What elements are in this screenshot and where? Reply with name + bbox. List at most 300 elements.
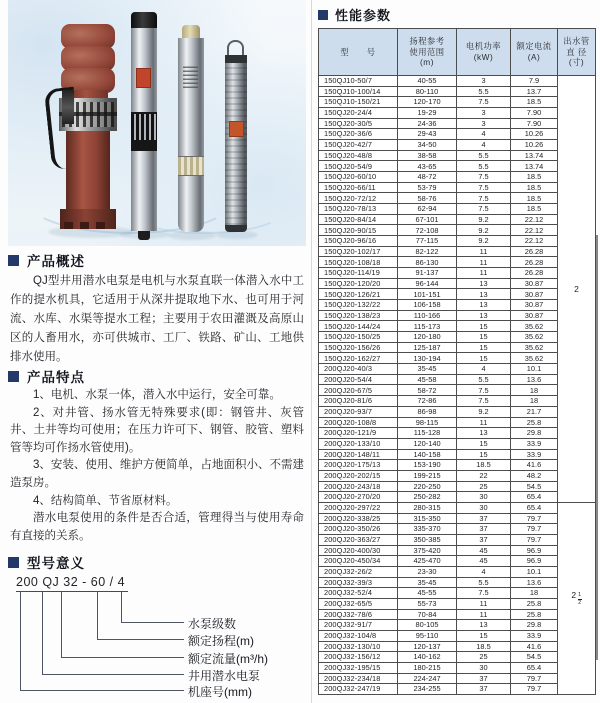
value-cell: 4 xyxy=(457,364,511,375)
value-cell: 7.5 xyxy=(457,588,511,599)
model-cell: 200QJ20-175/13 xyxy=(319,460,398,471)
model-cell: 200QJ32-26/2 xyxy=(319,566,398,577)
table-row xyxy=(319,289,596,300)
model-cell: 150QJ20-90/15 xyxy=(319,225,398,236)
value-cell: 29.8 xyxy=(511,428,558,439)
table-row xyxy=(319,225,596,236)
table-row xyxy=(319,630,596,641)
value-cell: 13.74 xyxy=(511,161,558,172)
value-cell: 7.5 xyxy=(457,204,511,215)
model-cell: 200QJ20-133/10 xyxy=(319,438,398,449)
value-cell: 11 xyxy=(457,246,511,257)
value-cell: 13 xyxy=(457,620,511,631)
pump-hook xyxy=(227,40,244,55)
model-cell: 150QJ20-78/13 xyxy=(319,204,398,215)
value-cell: 15 xyxy=(457,342,511,353)
model-cell: 200QJ32-156/12 xyxy=(319,652,398,663)
value-cell: 11 xyxy=(457,417,511,428)
value-cell: 5.5 xyxy=(457,150,511,161)
table-row xyxy=(319,182,596,193)
section-model-meaning-heading xyxy=(8,552,85,572)
value-cell: 13 xyxy=(457,300,511,311)
cable-clamp xyxy=(62,90,74,124)
table-row xyxy=(319,460,596,471)
model-cell: 150QJ20-36/6 xyxy=(319,129,398,140)
value-cell: 45 xyxy=(457,545,511,556)
value-cell: 11 xyxy=(457,257,511,268)
value-cell: 22.12 xyxy=(511,225,558,236)
model-cell: 200QJ20-350/26 xyxy=(319,524,398,535)
value-cell: 120-170 xyxy=(398,97,457,108)
model-cell: 200QJ20-93/7 xyxy=(319,406,398,417)
model-cell: 150QJ20-156/26 xyxy=(319,342,398,353)
model-cell: 150QJ20-120/20 xyxy=(319,278,398,289)
performance-table xyxy=(318,28,596,695)
value-cell: 30.87 xyxy=(511,300,558,311)
value-cell: 375-420 xyxy=(398,545,457,556)
table-row xyxy=(319,492,596,503)
value-cell: 18.5 xyxy=(511,172,558,183)
value-cell: 22.12 xyxy=(511,214,558,225)
value-cell: 43-65 xyxy=(398,161,457,172)
table-row xyxy=(319,566,596,577)
value-cell: 153-190 xyxy=(398,460,457,471)
value-cell: 62-94 xyxy=(398,204,457,215)
value-cell: 18.5 xyxy=(511,182,558,193)
value-cell: 35-45 xyxy=(398,577,457,588)
model-cell: 200QJ32-247/19 xyxy=(319,684,398,695)
value-cell: 115-128 xyxy=(398,428,457,439)
table-row xyxy=(319,620,596,631)
diameter-cell: 2 $\frac{1}{2}$ xyxy=(558,502,596,694)
value-cell: 37 xyxy=(457,524,511,535)
model-part-label: 机座号(mm) xyxy=(188,685,252,699)
value-cell: 45-58 xyxy=(398,374,457,385)
value-cell: 38-58 xyxy=(398,150,457,161)
value-cell: 13.7 xyxy=(511,86,558,97)
value-cell: 25.8 xyxy=(511,609,558,620)
page-edge-line xyxy=(596,235,598,660)
value-cell: 24-36 xyxy=(398,118,457,129)
value-cell: 4 xyxy=(457,129,511,140)
table-row xyxy=(319,684,596,695)
value-cell: 79.7 xyxy=(511,673,558,684)
table-row xyxy=(319,246,596,257)
section-title: 产品特点 xyxy=(27,370,85,385)
table-header-cell: 扬程参考 使用范围 (m) xyxy=(398,29,457,76)
value-cell: 5.5 xyxy=(457,86,511,97)
table-row xyxy=(319,652,596,663)
table-row xyxy=(319,118,596,129)
value-cell: 335-370 xyxy=(398,524,457,535)
value-cell: 79.7 xyxy=(511,684,558,695)
value-cell: 15 xyxy=(457,630,511,641)
value-cell: 30.87 xyxy=(511,310,558,321)
value-cell: 54.5 xyxy=(511,652,558,663)
table-row xyxy=(319,204,596,215)
table-row xyxy=(319,406,596,417)
value-cell: 9.2 xyxy=(457,236,511,247)
value-cell: 35.62 xyxy=(511,353,558,364)
value-cell: 82-122 xyxy=(398,246,457,257)
model-part-label: 井用潜水电泵 xyxy=(188,669,261,683)
value-cell: 234-255 xyxy=(398,684,457,695)
table-header-cell: 额定电流 (A) xyxy=(511,29,558,76)
pump-label xyxy=(136,68,151,88)
value-cell: 18.5 xyxy=(511,193,558,204)
section-overview-heading xyxy=(8,250,85,270)
model-cell: 200QJ32-234/18 xyxy=(319,673,398,684)
value-cell: 25 xyxy=(457,652,511,663)
value-cell: 18.5 xyxy=(511,97,558,108)
value-cell: 18.5 xyxy=(457,641,511,652)
value-cell: 13 xyxy=(457,289,511,300)
value-cell: 13.74 xyxy=(511,150,558,161)
value-cell: 45-55 xyxy=(398,588,457,599)
table-row xyxy=(319,385,596,396)
value-cell: 106-158 xyxy=(398,300,457,311)
value-cell: 7.5 xyxy=(457,193,511,204)
value-cell: 86-130 xyxy=(398,257,457,268)
table-row xyxy=(319,588,596,599)
table-row xyxy=(319,300,596,311)
value-cell: 10.26 xyxy=(511,129,558,140)
value-cell: 9.2 xyxy=(457,406,511,417)
value-cell: 48.2 xyxy=(511,470,558,481)
diameter-cell: 2 xyxy=(558,76,596,503)
table-row xyxy=(319,545,596,556)
value-cell: 13 xyxy=(457,310,511,321)
pump-label xyxy=(183,66,198,88)
value-cell: 54.5 xyxy=(511,481,558,492)
value-cell: 13 xyxy=(457,428,511,439)
model-cell: 200QJ20-54/4 xyxy=(319,374,398,385)
model-cell: 150QJ20-132/22 xyxy=(319,300,398,311)
pump-red-cast-iron xyxy=(56,24,120,236)
value-cell: 58-76 xyxy=(398,193,457,204)
model-cell: 200QJ32-195/15 xyxy=(319,662,398,673)
table-row xyxy=(319,332,596,343)
value-cell: 29-43 xyxy=(398,129,457,140)
value-cell: 65.4 xyxy=(511,492,558,503)
table-row xyxy=(319,470,596,481)
feature-item: 2、对井管、扬水管无特殊要求(即：钢管井、灰管井、土井等均可使用；在压力许可下、钢管、胶管、塑料管等均可作扬水管使用)。 xyxy=(10,406,304,454)
table-row xyxy=(319,140,596,151)
value-cell: 58-72 xyxy=(398,385,457,396)
value-cell: 120-137 xyxy=(398,641,457,652)
value-cell: 35.62 xyxy=(511,342,558,353)
model-cell: 200QJ20-81/6 xyxy=(319,396,398,407)
value-cell: 18 xyxy=(511,588,558,599)
table-row xyxy=(319,598,596,609)
model-cell: 150QJ20-162/27 xyxy=(319,353,398,364)
value-cell: 15 xyxy=(457,353,511,364)
value-cell: 13 xyxy=(457,278,511,289)
value-cell: 7.90 xyxy=(511,108,558,119)
model-cell: 200QJ20-121/9 xyxy=(319,428,398,439)
heading-square-icon xyxy=(8,255,19,266)
table-row xyxy=(319,449,596,460)
value-cell: 30 xyxy=(457,662,511,673)
model-cell: 150QJ20-66/11 xyxy=(319,182,398,193)
feature-item: 3、安装、使用、维护方便简单，占地面积小、不需建造泵房。 xyxy=(10,459,304,489)
model-cell: 200QJ20-338/25 xyxy=(319,513,398,524)
table-row xyxy=(319,86,596,97)
model-cell: 200QJ32-130/10 xyxy=(319,641,398,652)
value-cell: 95-110 xyxy=(398,630,457,641)
model-cell: 200QJ32-39/3 xyxy=(319,577,398,588)
heading-square-icon xyxy=(318,10,328,20)
model-code: 200 QJ 32 - 60 / 4 xyxy=(16,575,128,592)
value-cell: 9.2 xyxy=(457,225,511,236)
value-cell: 5.5 xyxy=(457,161,511,172)
model-cell: 150QJ20-60/10 xyxy=(319,172,398,183)
value-cell: 77-115 xyxy=(398,236,457,247)
model-cell: 200QJ20-363/27 xyxy=(319,534,398,545)
value-cell: 180-215 xyxy=(398,662,457,673)
model-cell: 200QJ32-52/4 xyxy=(319,588,398,599)
feature-item: 4、结构简单、节省原材料。 xyxy=(33,494,178,507)
table-row xyxy=(319,97,596,108)
model-cell: 200QJ20-450/34 xyxy=(319,556,398,567)
table-row xyxy=(319,609,596,620)
model-cell: 200QJ32-91/7 xyxy=(319,620,398,631)
value-cell: 5.5 xyxy=(457,577,511,588)
model-cell: 150QJ20-72/12 xyxy=(319,193,398,204)
value-cell: 65.4 xyxy=(511,502,558,513)
table-row xyxy=(319,193,596,204)
table-row xyxy=(319,310,596,321)
model-cell: 200QJ20-108/8 xyxy=(319,417,398,428)
value-cell: 250-282 xyxy=(398,492,457,503)
model-cell: 150QJ20-30/5 xyxy=(319,118,398,129)
value-cell: 33.9 xyxy=(511,449,558,460)
value-cell: 18.5 xyxy=(511,204,558,215)
value-cell: 22 xyxy=(457,470,511,481)
value-cell: 13.6 xyxy=(511,374,558,385)
table-row xyxy=(319,428,596,439)
product-photo xyxy=(8,0,306,246)
value-cell: 41.6 xyxy=(511,641,558,652)
features-note: 潜水电泵使用的条件是否合适，管理得当与使用寿命有直接的关系。 xyxy=(10,512,304,542)
table-row xyxy=(319,214,596,225)
value-cell: 30 xyxy=(457,502,511,513)
value-cell: 18 xyxy=(511,396,558,407)
model-cell: 150QJ20-102/17 xyxy=(319,246,398,257)
value-cell: 79.7 xyxy=(511,513,558,524)
value-cell: 10.26 xyxy=(511,140,558,151)
model-cell: 150QJ20-138/23 xyxy=(319,310,398,321)
model-cell: 200QJ20-400/30 xyxy=(319,545,398,556)
section-title: 性能参数 xyxy=(335,8,392,23)
table-row xyxy=(319,513,596,524)
value-cell: 120-140 xyxy=(398,438,457,449)
heading-square-icon xyxy=(8,371,19,382)
features-list xyxy=(10,387,304,545)
table-row xyxy=(319,374,596,385)
table-row xyxy=(319,161,596,172)
table-header-cell: 出水管 直 径 (寸) xyxy=(558,29,596,76)
model-cell: 150QJ10-50/7 xyxy=(319,76,398,87)
model-cell: 150QJ10-100/14 xyxy=(319,86,398,97)
value-cell: 220-250 xyxy=(398,481,457,492)
value-cell: 15 xyxy=(457,438,511,449)
value-cell: 91-137 xyxy=(398,268,457,279)
value-cell: 40-55 xyxy=(398,76,457,87)
table-row xyxy=(319,342,596,353)
table-row xyxy=(319,534,596,545)
model-part-label: 水泵级数 xyxy=(188,617,237,631)
value-cell: 18.5 xyxy=(457,460,511,471)
table-row xyxy=(319,556,596,567)
pump-steel-black-cap xyxy=(130,12,158,238)
table-row xyxy=(319,76,596,87)
table-row xyxy=(319,502,596,513)
value-cell: 425-470 xyxy=(398,556,457,567)
model-cell: 200QJ20-202/15 xyxy=(319,470,398,481)
pump-steel-cream-cap xyxy=(177,25,204,238)
value-cell: 7.9 xyxy=(511,76,558,87)
heading-square-icon xyxy=(8,557,19,568)
model-cell: 200QJ32-104/8 xyxy=(319,630,398,641)
value-cell: 25.8 xyxy=(511,417,558,428)
overview-paragraph: QJ型井用潜水电泵是电机与水泵直联一体潜入水中工作的提水机具，它适用于从深井提取地下水、也可用于河流、水库、水渠等提水工程；主要用于农田灌溉及高原山区的人畜用水，亦可供城市、工厂、铁路、矿山、工地供排水使用。 xyxy=(10,275,304,363)
table-row xyxy=(319,577,596,588)
table-header-cell: 电机功率 (kW) xyxy=(457,29,511,76)
value-cell: 140-158 xyxy=(398,449,457,460)
value-cell: 4 xyxy=(457,140,511,151)
table-row xyxy=(319,129,596,140)
value-cell: 13.6 xyxy=(511,577,558,588)
value-cell: 25.8 xyxy=(511,598,558,609)
model-cell: 150QJ20-48/8 xyxy=(319,150,398,161)
pump-steel-slim xyxy=(223,40,248,238)
table-row xyxy=(319,172,596,183)
value-cell: 96.9 xyxy=(511,545,558,556)
value-cell: 80-110 xyxy=(398,86,457,97)
value-cell: 4 xyxy=(457,566,511,577)
model-cell: 150QJ20-96/16 xyxy=(319,236,398,247)
value-cell: 199-215 xyxy=(398,470,457,481)
table-header-cell: 型 号 xyxy=(319,29,398,76)
model-part-label: 额定流量(m³/h) xyxy=(188,652,268,666)
value-cell: 5.5 xyxy=(457,374,511,385)
value-cell: 67-101 xyxy=(398,214,457,225)
value-cell: 120-180 xyxy=(398,332,457,343)
table-row xyxy=(319,278,596,289)
value-cell: 79.7 xyxy=(511,534,558,545)
section-title: 型号意义 xyxy=(27,556,85,571)
value-cell: 34-50 xyxy=(398,140,457,151)
value-cell: 25 xyxy=(457,481,511,492)
value-cell: 350-385 xyxy=(398,534,457,545)
model-cell: 150QJ20-24/4 xyxy=(319,108,398,119)
value-cell: 15 xyxy=(457,332,511,343)
value-cell: 26.28 xyxy=(511,268,558,279)
section-features-heading xyxy=(8,366,85,386)
model-cell: 200QJ20-243/18 xyxy=(319,481,398,492)
value-cell: 37 xyxy=(457,534,511,545)
model-part-label: 额定扬程(m) xyxy=(188,634,254,648)
value-cell: 18 xyxy=(511,385,558,396)
value-cell: 125-187 xyxy=(398,342,457,353)
table-row xyxy=(319,321,596,332)
value-cell: 7.5 xyxy=(457,97,511,108)
table-row xyxy=(319,662,596,673)
model-cell: 150QJ20-54/9 xyxy=(319,161,398,172)
value-cell: 29.8 xyxy=(511,620,558,631)
model-cell: 150QJ20-150/25 xyxy=(319,332,398,343)
value-cell: 96-144 xyxy=(398,278,457,289)
table-row xyxy=(319,108,596,119)
section-performance-heading xyxy=(318,5,391,24)
model-cell: 150QJ20-42/7 xyxy=(319,140,398,151)
model-cell: 200QJ20-270/20 xyxy=(319,492,398,503)
value-cell: 15 xyxy=(457,321,511,332)
value-cell: 21.7 xyxy=(511,406,558,417)
model-cell: 200QJ20-148/11 xyxy=(319,449,398,460)
value-cell: 11 xyxy=(457,598,511,609)
value-cell: 315-350 xyxy=(398,513,457,524)
value-cell: 55-73 xyxy=(398,598,457,609)
value-cell: 11 xyxy=(457,609,511,620)
value-cell: 110-166 xyxy=(398,310,457,321)
value-cell: 15 xyxy=(457,449,511,460)
value-cell: 79.7 xyxy=(511,524,558,535)
value-cell: 9.2 xyxy=(457,214,511,225)
value-cell: 72-86 xyxy=(398,396,457,407)
model-cell: 200QJ32-78/6 xyxy=(319,609,398,620)
value-cell: 98-115 xyxy=(398,417,457,428)
model-cell: 150QJ20-126/21 xyxy=(319,289,398,300)
value-cell: 7.5 xyxy=(457,396,511,407)
value-cell: 23-30 xyxy=(398,566,457,577)
model-cell: 200QJ32-65/5 xyxy=(319,598,398,609)
value-cell: 37 xyxy=(457,673,511,684)
value-cell: 35.62 xyxy=(511,332,558,343)
value-cell: 30.87 xyxy=(511,278,558,289)
table-row xyxy=(319,417,596,428)
model-cell: 150QJ20-144/24 xyxy=(319,321,398,332)
value-cell: 26.28 xyxy=(511,246,558,257)
value-cell: 30.87 xyxy=(511,289,558,300)
value-cell: 19-29 xyxy=(398,108,457,119)
value-cell: 10.1 xyxy=(511,566,558,577)
value-cell: 3 xyxy=(457,108,511,119)
value-cell: 37 xyxy=(457,513,511,524)
model-cell: 150QJ10-150/21 xyxy=(319,97,398,108)
value-cell: 3 xyxy=(457,76,511,87)
pump-strainer-band xyxy=(131,112,157,142)
value-cell: 53-79 xyxy=(398,182,457,193)
value-cell: 30 xyxy=(457,492,511,503)
value-cell: 280-315 xyxy=(398,502,457,513)
value-cell: 3 xyxy=(457,118,511,129)
table-row xyxy=(319,364,596,375)
value-cell: 70-84 xyxy=(398,609,457,620)
value-cell: 140-162 xyxy=(398,652,457,663)
value-cell: 33.9 xyxy=(511,438,558,449)
value-cell: 115-173 xyxy=(398,321,457,332)
value-cell: 72-108 xyxy=(398,225,457,236)
table-row xyxy=(319,524,596,535)
value-cell: 10.1 xyxy=(511,364,558,375)
value-cell: 11 xyxy=(457,268,511,279)
table-row xyxy=(319,438,596,449)
model-cell: 150QJ20-108/18 xyxy=(319,257,398,268)
model-cell: 200QJ20-67/5 xyxy=(319,385,398,396)
model-cell: 200QJ20-297/22 xyxy=(319,502,398,513)
